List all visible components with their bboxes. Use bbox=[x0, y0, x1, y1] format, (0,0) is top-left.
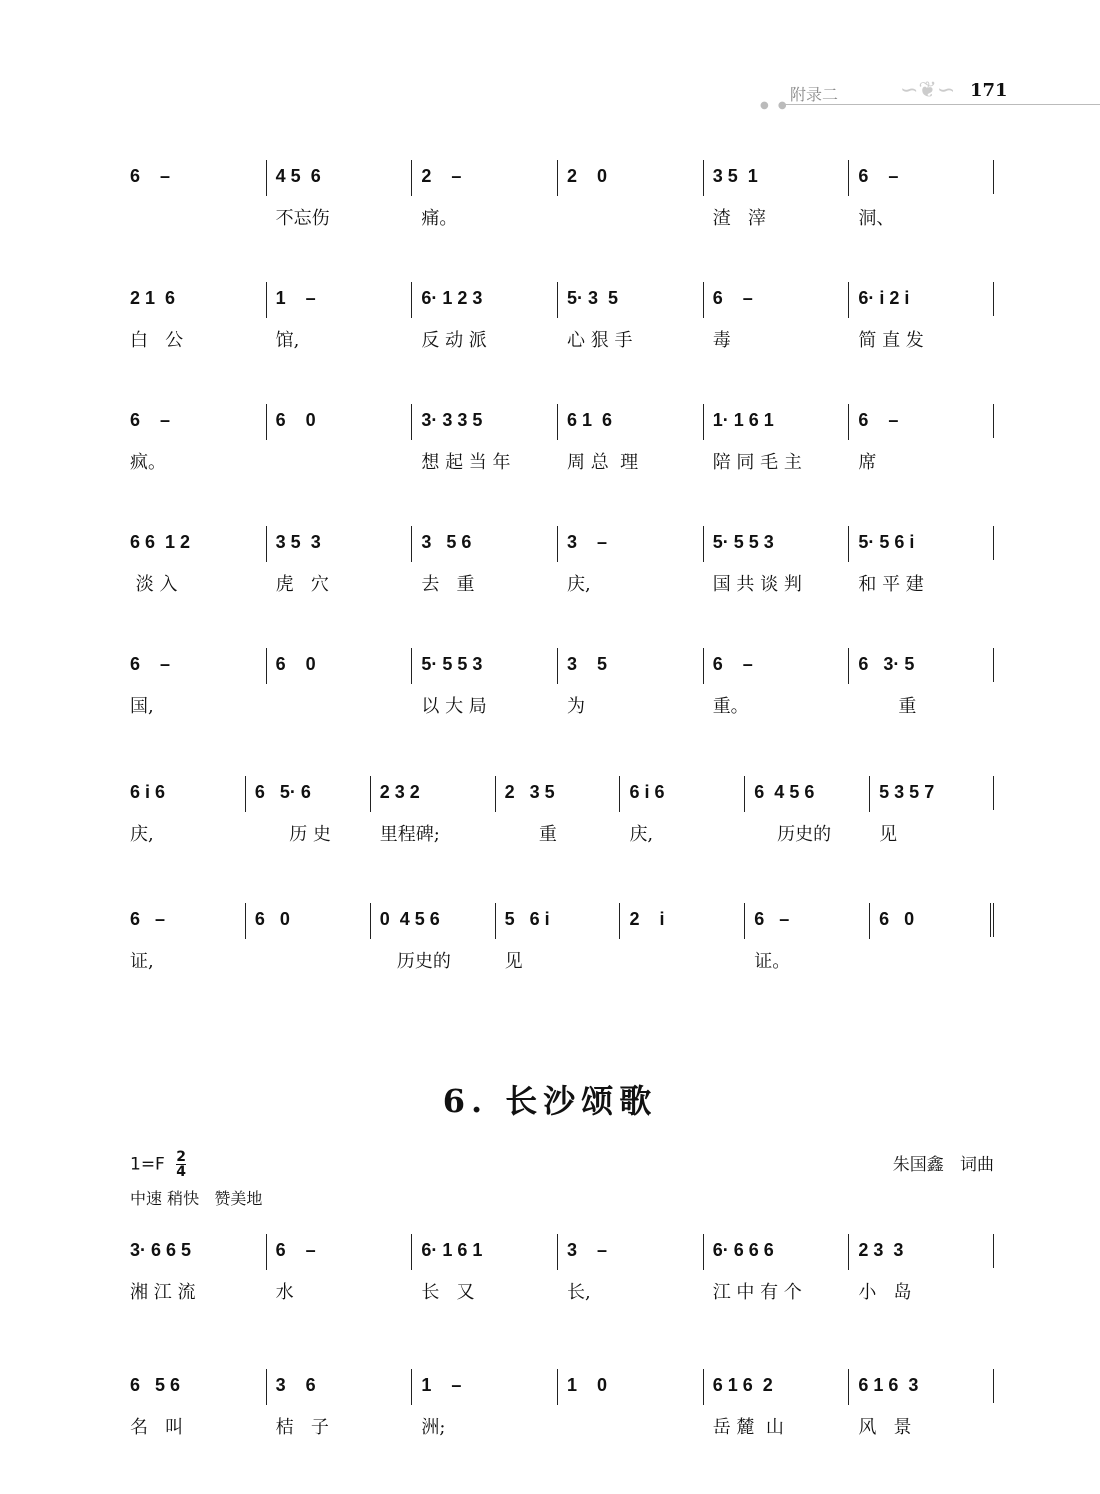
measure-notes: 6· 6 6 6 bbox=[712, 1240, 774, 1260]
measure bbox=[245, 903, 370, 973]
page-number: 171 bbox=[970, 80, 1008, 101]
measure-lyrics: 和 平 建 bbox=[858, 574, 924, 595]
measure-notes: 6 – bbox=[130, 654, 171, 674]
measure-lyrics: 风 景 bbox=[858, 1417, 912, 1438]
measure-lyrics: 庆, bbox=[130, 824, 154, 845]
measure bbox=[869, 776, 994, 846]
measure-notes: 2 3 2 bbox=[379, 782, 420, 802]
measure bbox=[370, 903, 495, 973]
score-line bbox=[130, 1234, 994, 1304]
measure bbox=[848, 1369, 994, 1439]
measure bbox=[266, 282, 412, 352]
measure-lyrics: 岳 麓 山 bbox=[712, 1417, 784, 1438]
measure-notes: 2 1 6 bbox=[130, 288, 176, 308]
measure-notes: 3· 6 6 5 bbox=[130, 1240, 192, 1260]
measure bbox=[703, 160, 849, 230]
measure-lyrics: 湘 江 流 bbox=[130, 1282, 196, 1303]
measure-lyrics: 反 动 派 bbox=[421, 330, 487, 351]
measure-lyrics: 虎 穴 bbox=[275, 574, 329, 595]
measure bbox=[411, 1234, 557, 1304]
measure bbox=[266, 1369, 412, 1439]
measure-notes: 6 – bbox=[130, 909, 166, 929]
measure-notes: 6 – bbox=[858, 410, 899, 430]
measure-notes: 6 0 bbox=[879, 909, 915, 929]
measure bbox=[703, 404, 849, 474]
measure-lyrics: 长, bbox=[567, 1282, 591, 1303]
measure-lyrics: 馆, bbox=[275, 330, 300, 351]
ornament-icon: ∽❦∽ bbox=[900, 78, 956, 103]
measure bbox=[411, 1369, 557, 1439]
measure bbox=[744, 903, 869, 973]
measure bbox=[557, 648, 703, 718]
measure-lyrics: 重 bbox=[858, 696, 917, 717]
measure-notes: 6 – bbox=[275, 1240, 316, 1260]
measure bbox=[557, 1234, 703, 1304]
measure-notes: 3 – bbox=[567, 1240, 608, 1260]
measure-notes: 2 0 bbox=[567, 166, 608, 186]
measure bbox=[266, 526, 412, 596]
measure-notes: 2 3 3 bbox=[858, 1240, 904, 1260]
measure-lyrics: 见 bbox=[879, 824, 898, 845]
barline bbox=[993, 160, 994, 194]
measure bbox=[266, 648, 412, 718]
measure bbox=[411, 404, 557, 474]
measure-notes: 6· 1 2 3 bbox=[421, 288, 483, 308]
time-signature bbox=[176, 1150, 186, 1179]
barline bbox=[993, 282, 994, 316]
measure-notes: 3· 3 3 5 bbox=[421, 410, 483, 430]
measure-notes: 6 – bbox=[754, 909, 790, 929]
author-credit: 朱国鑫 词曲 bbox=[892, 1155, 994, 1175]
measure bbox=[411, 648, 557, 718]
measure-notes: 6 0 bbox=[275, 410, 316, 430]
measure-notes: 1· 1 6 1 bbox=[712, 410, 774, 430]
measure-lyrics: 证。 bbox=[754, 951, 791, 972]
song-title: 6. 长沙颂歌 bbox=[442, 1082, 658, 1120]
measure-lyrics: 洞、 bbox=[858, 208, 895, 229]
measure-notes: 4 5 6 bbox=[275, 166, 321, 186]
measure bbox=[130, 282, 266, 352]
time-bottom: 4 bbox=[176, 1164, 186, 1180]
barline bbox=[993, 1234, 994, 1268]
measure bbox=[848, 160, 994, 230]
measure-lyrics: 桔 子 bbox=[275, 1417, 329, 1438]
measure-lyrics: 不忘伤 bbox=[275, 208, 330, 229]
measure-notes: 6 4 5 6 bbox=[754, 782, 815, 802]
measure bbox=[703, 648, 849, 718]
measure-notes: 6 – bbox=[130, 166, 171, 186]
measure-notes: 5· 3 5 bbox=[567, 288, 619, 308]
measure-notes: 2 3 5 bbox=[504, 782, 555, 802]
score-line bbox=[130, 648, 994, 718]
measure-lyrics: 江 中 有 个 bbox=[712, 1282, 802, 1303]
measure-lyrics: 重。 bbox=[712, 696, 749, 717]
key-label: 1=F bbox=[130, 1154, 165, 1175]
measure-lyrics: 心 狠 手 bbox=[567, 330, 633, 351]
measure-notes: 6 – bbox=[130, 410, 171, 430]
measure-notes: 6 – bbox=[712, 288, 753, 308]
measure bbox=[370, 776, 495, 846]
measure-notes: 3 5 3 bbox=[275, 532, 321, 552]
measure-lyrics: 长 又 bbox=[421, 1282, 475, 1303]
measure-lyrics: 席 bbox=[858, 452, 877, 473]
measure-lyrics: 去 重 bbox=[421, 574, 475, 595]
measure-lyrics: 想 起 当 年 bbox=[421, 452, 511, 473]
key-signature bbox=[130, 1150, 186, 1179]
section-label: 附录二 bbox=[790, 85, 839, 104]
score-line bbox=[130, 160, 994, 230]
measure-notes: 5· 5 5 3 bbox=[712, 532, 774, 552]
measure-notes: 6 6 1 2 bbox=[130, 532, 191, 552]
measure-lyrics: 陪 同 毛 主 bbox=[712, 452, 802, 473]
measure-notes: 6 0 bbox=[254, 909, 290, 929]
score-line bbox=[130, 404, 994, 474]
measure-notes: 6 i 6 bbox=[629, 782, 665, 802]
measure bbox=[869, 903, 994, 973]
measure-lyrics: 历史的 bbox=[379, 951, 451, 972]
measure bbox=[557, 160, 703, 230]
barline bbox=[993, 776, 994, 810]
measure-lyrics: 里程碑; bbox=[379, 824, 440, 845]
measure-notes: 6 5 6 bbox=[130, 1375, 181, 1395]
measure bbox=[130, 648, 266, 718]
measure-notes: 5 3 5 7 bbox=[879, 782, 935, 802]
measure bbox=[130, 1234, 266, 1304]
measure bbox=[848, 526, 994, 596]
final-barline bbox=[984, 903, 994, 937]
score-line bbox=[130, 776, 994, 846]
measure-notes: 6 i 6 bbox=[130, 782, 166, 802]
measure-notes: 2 i bbox=[629, 909, 665, 929]
measure-lyrics: 痛。 bbox=[421, 208, 458, 229]
measure-notes: 6 1 6 bbox=[567, 410, 613, 430]
score-line bbox=[130, 1369, 994, 1439]
measure bbox=[703, 1234, 849, 1304]
measure-notes: 6 1 6 3 bbox=[858, 1375, 919, 1395]
measure-notes: 6 5· 6 bbox=[254, 782, 311, 802]
measure bbox=[495, 903, 620, 973]
score-line bbox=[130, 282, 994, 352]
measure bbox=[411, 160, 557, 230]
measure-lyrics: 庆, bbox=[567, 574, 591, 595]
measure bbox=[130, 776, 245, 846]
measure-lyrics: 毒 bbox=[712, 330, 731, 351]
measure bbox=[266, 160, 412, 230]
measure-lyrics: 疯。 bbox=[130, 452, 166, 473]
measure-lyrics: 名 叫 bbox=[130, 1417, 184, 1438]
measure bbox=[411, 526, 557, 596]
measure-lyrics: 以 大 局 bbox=[421, 696, 487, 717]
measure-lyrics: 水 bbox=[275, 1282, 294, 1303]
measure-notes: 2 – bbox=[421, 166, 462, 186]
measure-lyrics: 简 直 发 bbox=[858, 330, 924, 351]
measure-lyrics: 周 总 理 bbox=[567, 452, 639, 473]
score-line bbox=[130, 526, 994, 596]
measure-notes: 5· 5 6 i bbox=[858, 532, 915, 552]
measure bbox=[557, 282, 703, 352]
measure bbox=[411, 282, 557, 352]
measure-notes: 1 0 bbox=[567, 1375, 608, 1395]
measure bbox=[245, 776, 370, 846]
measure-lyrics: 历史的 bbox=[754, 824, 832, 845]
measure bbox=[848, 404, 994, 474]
barline bbox=[993, 404, 994, 438]
measure-lyrics: 历 史 bbox=[254, 824, 331, 845]
time-top: 2 bbox=[176, 1149, 186, 1165]
measure-notes: 6 3· 5 bbox=[858, 654, 915, 674]
measure bbox=[744, 776, 869, 846]
measure bbox=[703, 1369, 849, 1439]
measure-notes: 6 1 6 2 bbox=[712, 1375, 773, 1395]
measure bbox=[130, 404, 266, 474]
measure-notes: 3 5 bbox=[567, 654, 608, 674]
measure bbox=[495, 776, 620, 846]
page-header bbox=[760, 80, 1100, 110]
measure-notes: 6 – bbox=[712, 654, 753, 674]
measure-notes: 6· i 2 i bbox=[858, 288, 910, 308]
measure bbox=[848, 282, 994, 352]
measure-lyrics: 小 岛 bbox=[858, 1282, 912, 1303]
measure-notes: 5 6 i bbox=[504, 909, 550, 929]
barline bbox=[993, 648, 994, 682]
measure-lyrics: 重 bbox=[504, 824, 557, 845]
barline bbox=[993, 1369, 994, 1403]
measure-notes: 3 – bbox=[567, 532, 608, 552]
measure bbox=[557, 404, 703, 474]
barline bbox=[993, 526, 994, 560]
measure-lyrics: 为 bbox=[567, 696, 586, 717]
measure bbox=[848, 1234, 994, 1304]
measure-notes: 1 – bbox=[421, 1375, 462, 1395]
measure-lyrics: 国, bbox=[130, 696, 154, 717]
measure bbox=[266, 404, 412, 474]
measure-notes: 3 6 bbox=[275, 1375, 316, 1395]
measure bbox=[703, 526, 849, 596]
measure-notes: 6 0 bbox=[275, 654, 316, 674]
measure-notes: 6· 1 6 1 bbox=[421, 1240, 483, 1260]
measure-notes: 3 5 6 bbox=[421, 532, 472, 552]
measure bbox=[266, 1234, 412, 1304]
measure-lyrics: 淡 入 bbox=[130, 574, 178, 595]
measure-notes: 1 – bbox=[275, 288, 316, 308]
measure bbox=[619, 903, 744, 973]
measure bbox=[130, 526, 266, 596]
measure bbox=[130, 903, 245, 973]
measure-notes: 6 – bbox=[858, 166, 899, 186]
measure-lyrics: 渣 滓 bbox=[712, 208, 766, 229]
measure-notes: 0 4 5 6 bbox=[379, 909, 440, 929]
measure-lyrics: 庆, bbox=[629, 824, 654, 845]
measure-notes: 3 5 1 bbox=[712, 166, 758, 186]
score-line bbox=[130, 903, 994, 973]
measure bbox=[130, 1369, 266, 1439]
tempo-marking: 中速 稍快 赞美地 bbox=[130, 1189, 263, 1208]
measure-lyrics: 证, bbox=[130, 951, 154, 972]
measure bbox=[557, 526, 703, 596]
measure-lyrics: 国 共 谈 判 bbox=[712, 574, 802, 595]
measure bbox=[848, 648, 994, 718]
measure bbox=[703, 282, 849, 352]
measure bbox=[130, 160, 266, 230]
measure-lyrics: 白 公 bbox=[130, 330, 184, 351]
measure-lyrics: 洲; bbox=[421, 1417, 446, 1438]
measure-lyrics: 见 bbox=[504, 951, 523, 972]
header-dots: ● ● bbox=[760, 100, 790, 111]
measure-notes: 5· 5 5 3 bbox=[421, 654, 483, 674]
measure bbox=[557, 1369, 703, 1439]
measure bbox=[619, 776, 744, 846]
